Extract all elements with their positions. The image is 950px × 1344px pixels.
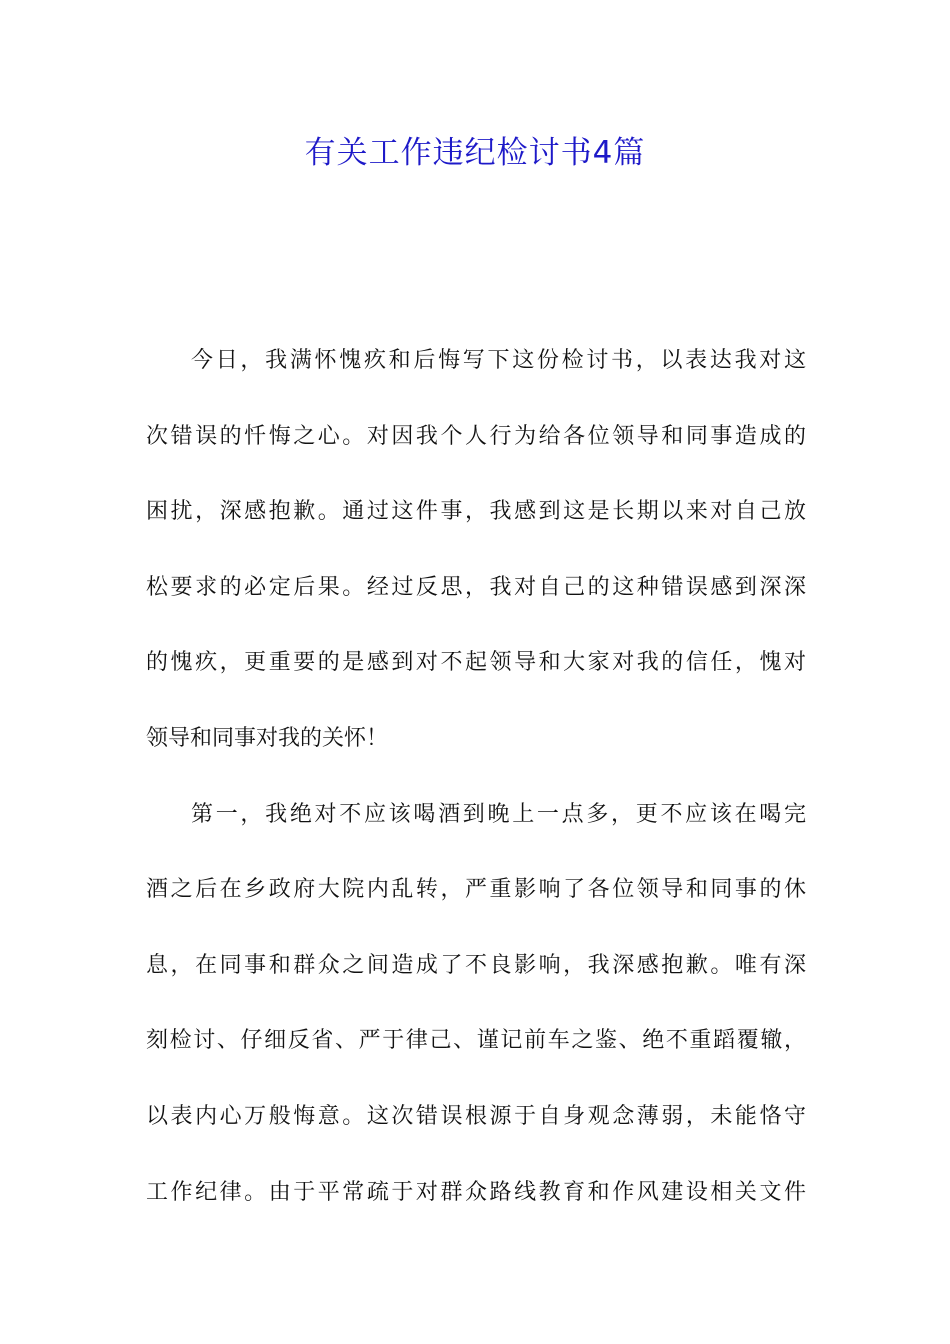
paragraph-2-line-6: 工作纪律。由于平常疏于对群众路线教育和作风建设相关文件 xyxy=(146,1179,806,1205)
document-body xyxy=(146,336,806,1243)
paragraph-1-line-4: 松要求的必定后果。经过反思，我对自己的这种错误感到深深 xyxy=(146,574,806,600)
document-title: 有关工作违纪检讨书4篇 xyxy=(304,135,646,171)
paragraph-2-line-2: 酒之后在乡政府大院内乱转，严重影响了各位领导和同事的休 xyxy=(146,877,806,903)
paragraph-1-line-1: 今日，我满怀愧疚和后悔写下这份检讨书，以表达我对这 xyxy=(191,348,806,373)
paragraph-1-line-3: 困扰，深感抱歉。通过这件事，我感到这是长期以来对自己放 xyxy=(146,499,806,525)
paragraph-1-line-2: 次错误的忏悔之心。对因我个人行为给各位领导和同事造成的 xyxy=(146,423,806,449)
paragraph-2-line-4: 刻检讨、仔细反省、严于律己、谨记前车之鉴、绝不重蹈覆辙， xyxy=(146,1028,806,1054)
paragraph-1-line-6: 领导和同事对我的关怀！ xyxy=(146,725,389,751)
paragraph-2-line-5: 以表内心万般悔意。这次错误根源于自身观念薄弱，未能恪守 xyxy=(146,1103,806,1129)
paragraph-1-line-5: 的愧疚，更重要的是感到对不起领导和大家对我的信任，愧对 xyxy=(146,650,806,676)
paragraph-2-line-1: 第一，我绝对不应该喝酒到晚上一点多，更不应该在喝完 xyxy=(191,801,806,827)
paragraph-2-line-3: 息，在同事和群众之间造成了不良影响，我深感抱歉。唯有深 xyxy=(146,952,806,978)
